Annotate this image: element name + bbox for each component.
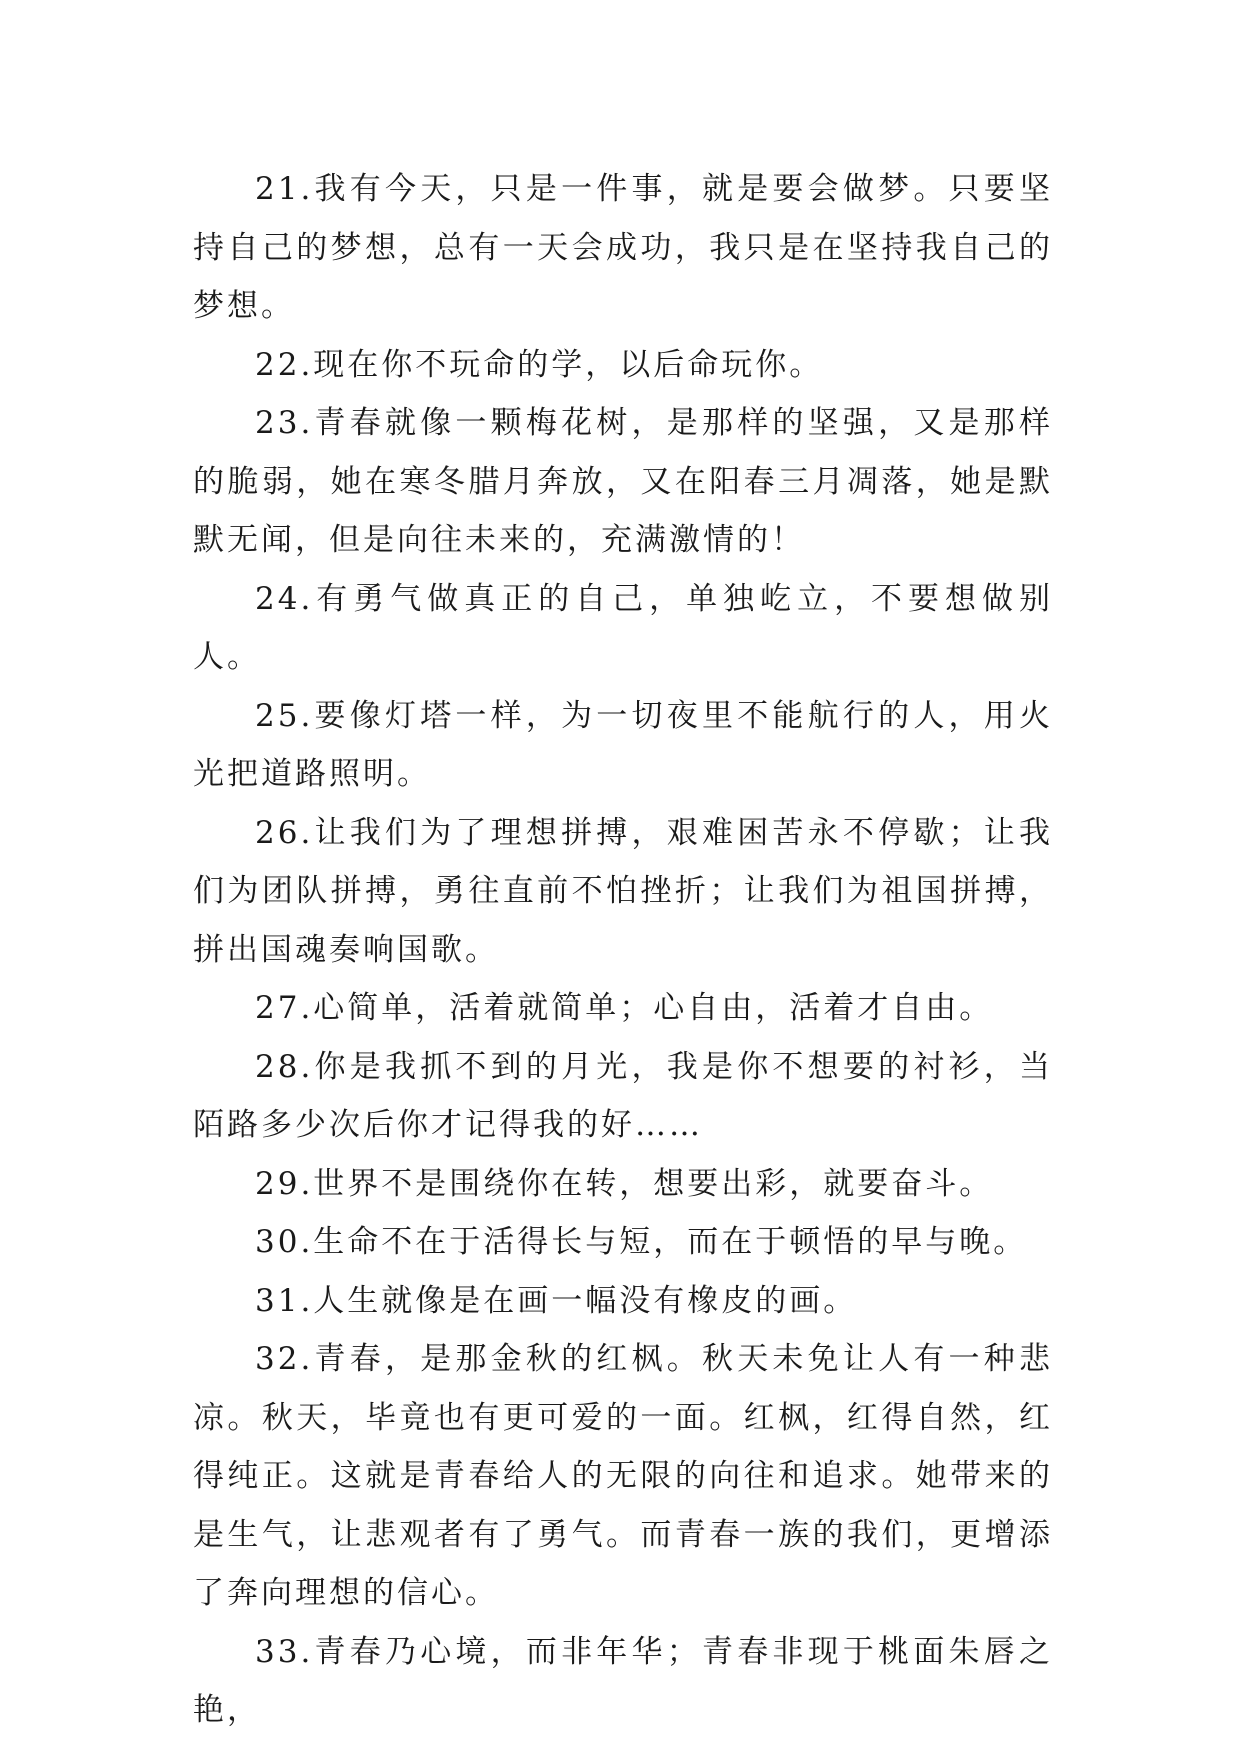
paragraph-28: 28.你是我抓不到的月光，我是你不想要的衬衫，当陌路多少次后你才记得我的好…… <box>193 1048 1053 1143</box>
paragraph-31: 31.人生就像是在画一幅没有橡皮的画。 <box>255 1282 858 1319</box>
paragraph-24: 24.有勇气做真正的自己，单独屹立，不要想做别人。 <box>193 580 1053 675</box>
paragraph-25: 25.要像灯塔一样，为一切夜里不能航行的人，用火光把道路照明。 <box>193 697 1053 792</box>
document-page <box>193 160 1053 1740</box>
paragraph-29: 29.世界不是围绕你在转，想要出彩，就要奋斗。 <box>255 1165 994 1202</box>
paragraph-22: 22.现在你不玩命的学，以后命玩你。 <box>255 346 824 383</box>
paragraph-33: 33.青春乃心境，而非年华；青春非现于桃面朱唇之艳， <box>193 1633 1053 1728</box>
paragraph-30: 30.生命不在于活得长与短，而在于顿悟的早与晚。 <box>255 1224 1028 1260</box>
paragraph-32: 32.青春，是那金秋的红枫。秋天未免让人有一种悲凉。秋天，毕竟也有更可爱的一面。红枫，红得自然，红得纯正。这就是青春给人的无限的向往和追求。她带来的是生气，让悲观者有了勇气。而青春一族的我们，更增添了奔向理想的信心。 <box>193 1341 1053 1611</box>
paragraph-21: 21.我有今天，只是一件事，就是要会做梦。只要坚持自己的梦想，总有一天会成功，我只是在坚持我自己的梦想。 <box>193 171 1053 324</box>
paragraph-27: 27.心简单，活着就简单；心自由，活着才自由。 <box>255 990 994 1026</box>
paragraph-23: 23.青春就像一颗梅花树，是那样的坚强，又是那样的脆弱，她在寒冬腊月奔放，又在阳春三月凋落，她是默默无闻，但是向往未来的，充满激情的！ <box>193 405 1053 558</box>
paragraph-26: 26.让我们为了理想拼搏，艰难困苦永不停歇；让我们为团队拼搏，勇往直前不怕挫折；让我们为祖国拼搏，拼出国魂奏响国歌。 <box>193 814 1053 968</box>
